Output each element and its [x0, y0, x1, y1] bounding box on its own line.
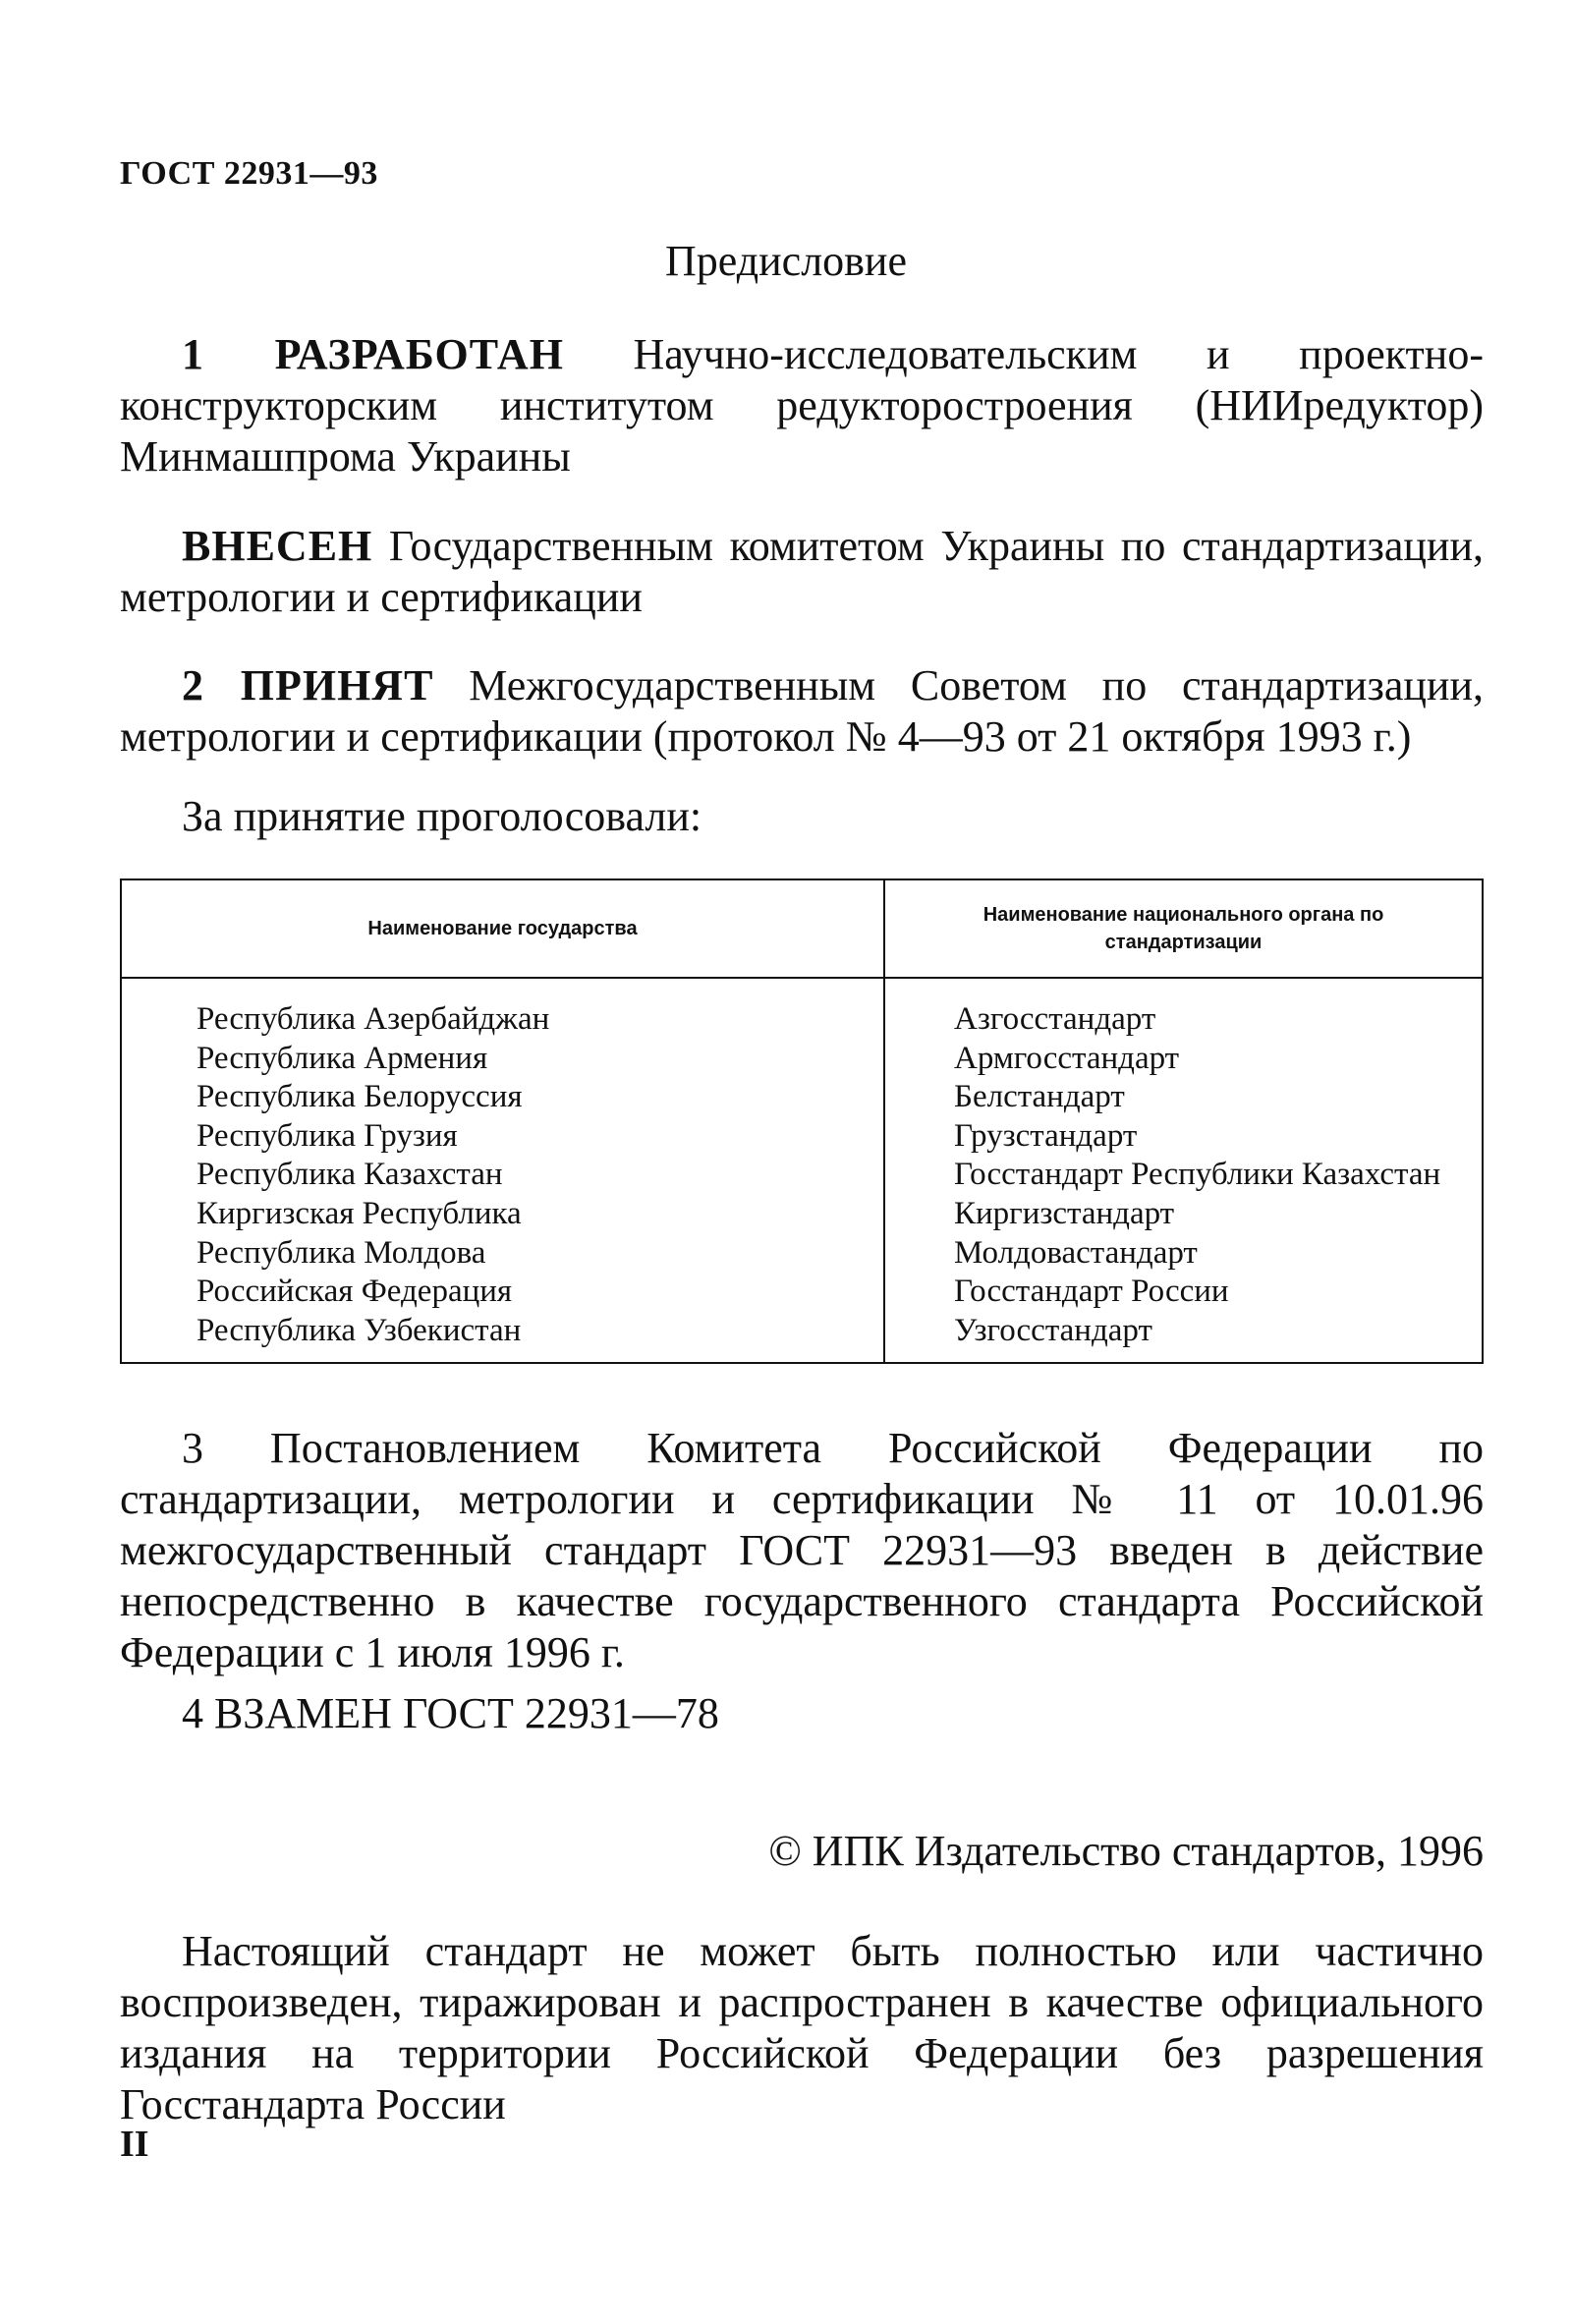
reproduction-notice: Настоящий стандарт не может быть полностью или частично воспроизведен, тиражирован и распространен в качестве официального издания на территории Российской Федерации без разрешения Госстандарта России — [120, 1927, 1484, 2128]
standards-body-name: Киргизстандарт — [954, 1195, 1175, 1231]
states-column — [121, 978, 884, 1363]
standards-body-name: Госстандарт России — [954, 1274, 1229, 1310]
section-submitted-lead: ВНЕСЕН — [182, 522, 373, 570]
standards-body-name: Госстандарт Республики Казахстан — [954, 1157, 1441, 1193]
section-replaces: 4 ВЗАМЕН ГОСТ 22931—78 — [182, 1689, 719, 1737]
section-submitted — [120, 521, 1484, 623]
section-adopted — [120, 660, 1484, 763]
standards-body-name: Грузстандарт — [954, 1117, 1138, 1154]
vote-table — [120, 879, 1484, 1364]
standards-body-name: Молдовастандарт — [954, 1234, 1198, 1271]
state-name: Республика Узбекистан — [196, 1312, 522, 1348]
vote-table-body — [121, 978, 1483, 1363]
state-name: Республика Казахстан — [196, 1157, 503, 1193]
state-name: Республика Армения — [196, 1040, 488, 1076]
section-developed-lead: 1 РАЗРАБОТАН — [182, 330, 564, 378]
state-name: Республика Грузия — [196, 1117, 458, 1154]
section-adopted-text: Межгосударственным Советом по стандартизации, метрологии и сертификации (протокол № 4—93 от 21 октября 1993 г.) — [120, 661, 1484, 761]
column-header-state: Наименование государства — [121, 879, 884, 978]
section-enacted: 3 Постановлением Комитета Российской Федерации по стандартизации, метрологии и сертификации № 11 от 10.01.96 межгосударственный стандарт ГОСТ 22931—93 введен в действие непосредственно в качестве государственного стандарта Российской Федерации с 1 июля 1996 г. — [120, 1424, 1484, 1676]
section-adopted-lead: 2 ПРИНЯТ — [182, 661, 434, 709]
voted-label: За принятие проголосовали: — [182, 792, 702, 840]
page-title: Предисловие — [665, 237, 907, 285]
copyright-notice: © ИПК Издательство стандартов, 1996 — [768, 1827, 1484, 1875]
state-name: Республика Молдова — [196, 1234, 486, 1271]
section-submitted-text: Государственным комитетом Украины по стандартизации, метрологии и сертификации — [120, 522, 1484, 621]
vote-table-header-row — [121, 879, 1483, 978]
standard-header: ГОСТ 22931—93 — [120, 155, 378, 192]
state-name: Киргизская Республика — [196, 1195, 522, 1231]
state-name: Российская Федерация — [196, 1274, 513, 1310]
bodies-column — [884, 978, 1483, 1363]
column-header-body: Наименование национального органа по стандартизации — [884, 879, 1483, 978]
standards-body-name: Азгосстандарт — [954, 1001, 1156, 1037]
state-name: Республика Азербайджан — [196, 1001, 550, 1037]
state-name: Республика Белоруссия — [196, 1079, 523, 1115]
section-developed — [120, 329, 1484, 482]
section-developed-text: Научно-исследовательским и проектно-конструкторским институтом редукторостроения (НИИредуктор) Минмашпрома Украины — [120, 330, 1484, 481]
page-number: II — [120, 2124, 149, 2165]
standards-body-name: Узгосстандарт — [954, 1312, 1152, 1348]
standards-body-name: Белстандарт — [954, 1079, 1125, 1115]
standards-body-name: Армгосстандарт — [954, 1040, 1180, 1076]
